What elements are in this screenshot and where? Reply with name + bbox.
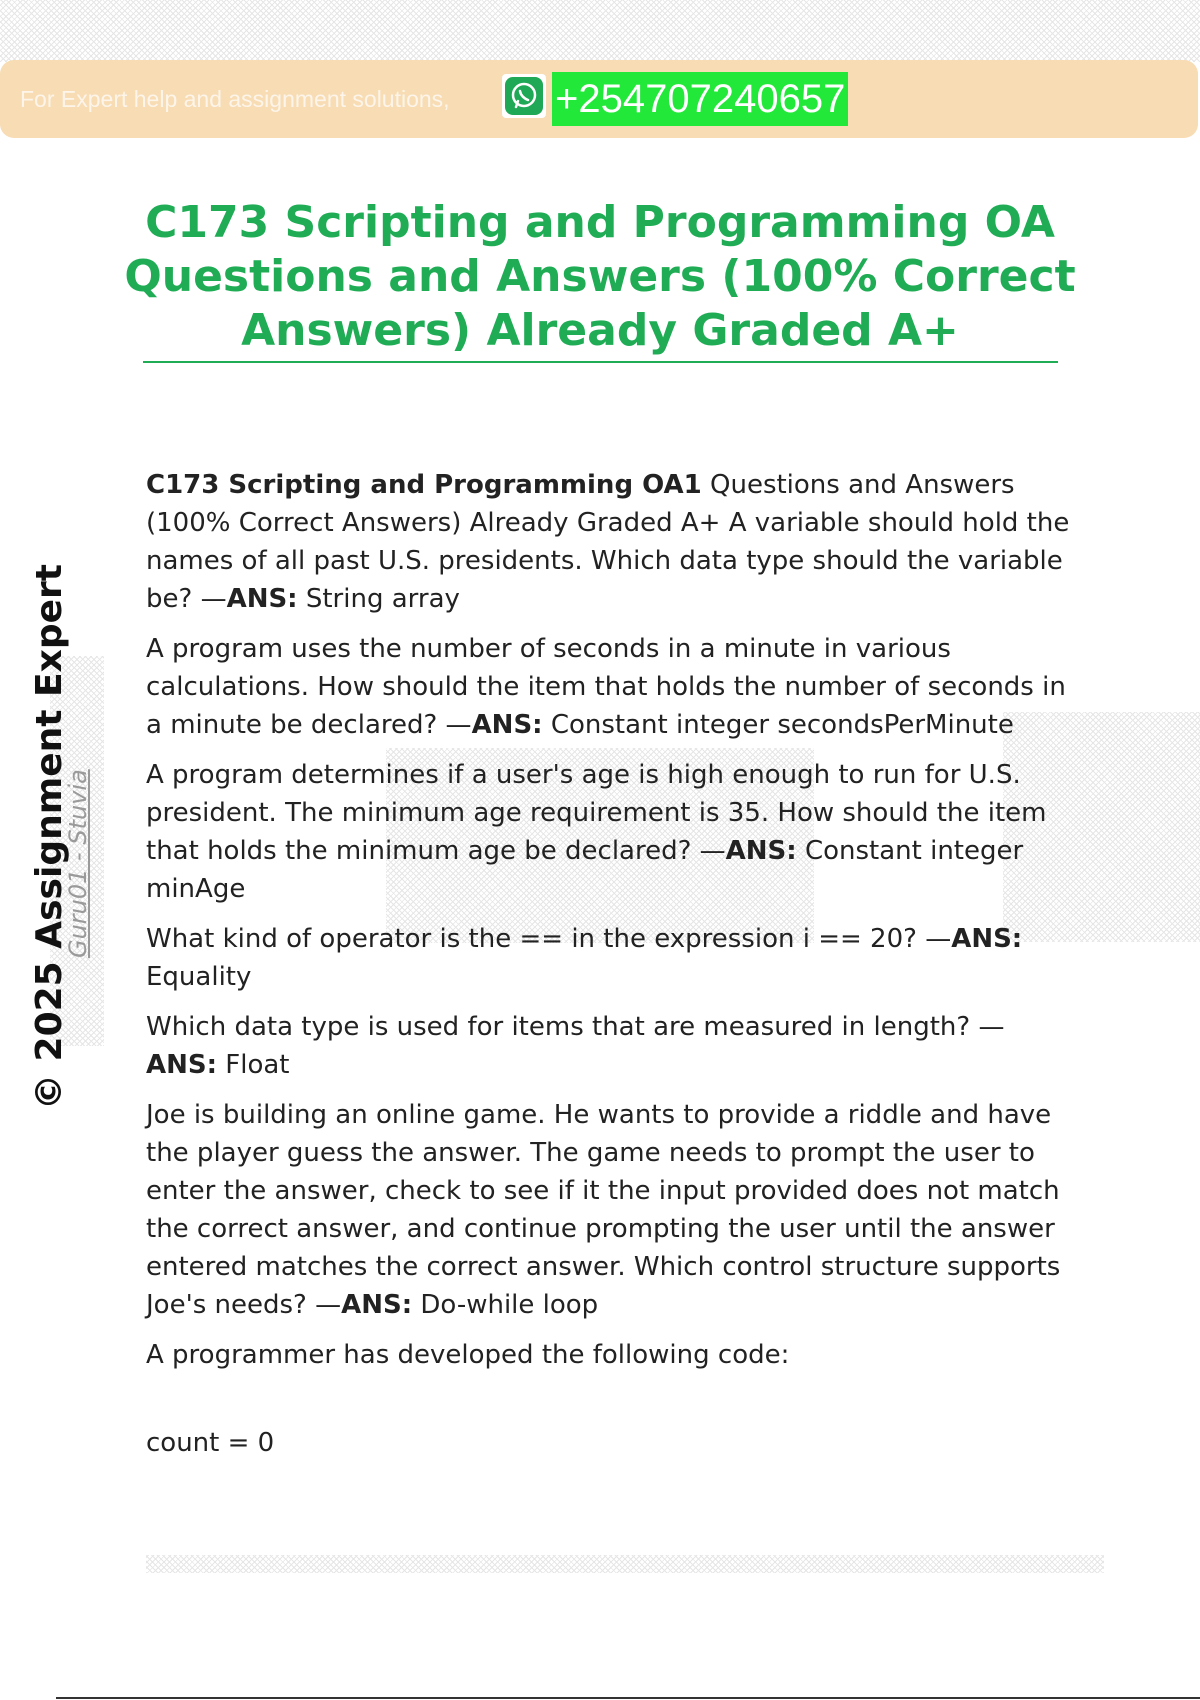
answer-label: ANS: (226, 584, 298, 614)
qa-content (146, 466, 1074, 1462)
qa-item (146, 1096, 1074, 1324)
title-underline (143, 361, 1058, 363)
answer-label: ANS: (951, 924, 1023, 954)
answer-text: Constant integer secondsPerMinute (542, 710, 1014, 740)
question-text: What kind of operator is the == in the expression i == 20? — (146, 924, 952, 954)
intro-heading: C173 Scripting and Programming OA1 (146, 470, 702, 500)
document-title: C173 Scripting and Programming OA Questions and Answers (100% Correct Answers) Already Graded A+ (124, 197, 1076, 356)
question-text: Questions and Answers (100% Correct Answers) Already Graded A+ A variable should hold the names of all past U.S. presidents. Which data type should the variable be? — (146, 470, 1070, 614)
answer-label: ANS: (471, 710, 543, 740)
answer-label: ANS: (146, 1050, 218, 1080)
answer-label: ANS: (341, 1290, 413, 1320)
phone-number[interactable]: +254707240657 (552, 72, 848, 126)
page-bottom-rule (56, 1697, 1200, 1699)
whatsapp-icon[interactable] (502, 74, 546, 118)
qa-item (146, 630, 1074, 744)
answer-text: Constant integer minAge (146, 836, 1024, 904)
answer-text: Do-while loop (412, 1290, 599, 1320)
bottom-watermark-pattern (146, 1555, 1104, 1573)
author-watermark: Guru01 - Stuvia (64, 769, 92, 958)
answer-text: Float (217, 1050, 290, 1080)
question-text: A programmer has developed the following code: (146, 1340, 790, 1370)
answer-text: String array (297, 584, 460, 614)
question-text: Which data type is used for items that are measured in length? — (146, 1012, 1005, 1042)
answer-text: Equality (146, 962, 252, 992)
answer-label: ANS: (725, 836, 797, 866)
copyright-watermark: © 2025 Assignment Expert (29, 564, 70, 1110)
question-text: Joe is building an online game. He wants to provide a riddle and have the player guess the answer. The game needs to prompt the user to enter the answer, check to see if it the input provided does not match the correct answer, and continue prompting the user until the answer entered matches the correct answer. Which control structure supports Joe's needs? — (146, 1100, 1061, 1320)
qa-item (146, 466, 1074, 618)
qa-item (146, 1008, 1074, 1084)
question-text: A program determines if a user's age is high enough to run for U.S. president. The minimum age requirement is 35. How should the item that holds the minimum age be declared? — (146, 760, 1047, 866)
question-text: A program uses the number of seconds in a minute in various calculations. How should the item that holds the number of seconds in a minute be declared? — (146, 634, 1066, 740)
qa-item (146, 920, 1074, 996)
code-line: count = 0 (146, 1428, 275, 1458)
top-watermark-pattern (0, 0, 1200, 62)
qa-item (146, 756, 1074, 908)
banner-text: For Expert help and assignment solutions, (20, 86, 450, 112)
